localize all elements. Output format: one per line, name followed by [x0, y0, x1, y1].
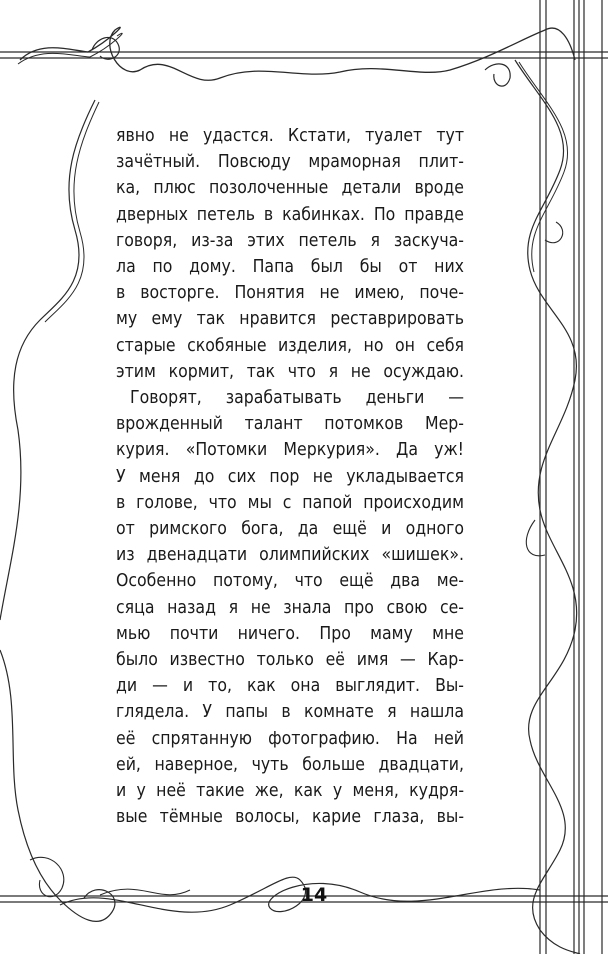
- paragraph-2: [116, 385, 464, 830]
- paragraph-1: [116, 123, 464, 385]
- text-line: сяца назад я не знала про свою се-: [116, 597, 464, 618]
- text-line: ка, плюс позолоченные детали вроде: [116, 178, 464, 199]
- page-number: [0, 884, 608, 906]
- text-line: и у неё такие же, как у меня, кудря-: [116, 781, 464, 802]
- text-line: У меня до сих пор не укладывается: [116, 466, 464, 487]
- text-line: ди — и то, как она выглядит. Вы-: [116, 676, 464, 697]
- text-line: ей, наверное, чуть больше двадцати,: [116, 754, 464, 775]
- text-line: в восторге. Понятия не имею, поче-: [116, 283, 464, 304]
- text-line: в голове, что мы с папой происходим: [116, 492, 464, 513]
- text-line: вые тёмные волосы, карие глаза, вы-: [116, 807, 464, 828]
- text-line: дверных петель в кабинках. По правде: [116, 204, 464, 225]
- text-line: явно не удастся. Кстати, туалет тут: [116, 126, 464, 146]
- text-line: было известно только её имя — Кар-: [116, 650, 464, 671]
- text-line: курия. «Потомки Меркурия». Да уж!: [116, 440, 464, 461]
- text-line: зачётный. Повсюду мраморная плит-: [116, 152, 464, 173]
- text-line: Говорят, зарабатывать деньги —: [130, 388, 464, 408]
- text-line: говоря, из-за этих петель я заскуча-: [116, 230, 464, 251]
- text-line: её спрятанную фотографию. На ней: [116, 728, 464, 749]
- text-line: Особенно потому, что ещё два ме-: [116, 571, 464, 592]
- text-line: врожденный талант потомков Мер-: [116, 414, 464, 435]
- text-line: старые скобяные изделия, но он себя: [116, 335, 464, 356]
- text-line: мью почти ничего. Про маму мне: [116, 623, 464, 644]
- text-line: от римского бога, да ещё и одного: [116, 519, 464, 540]
- text-line: этим кормит, так что я не осуждаю.: [116, 361, 464, 382]
- text-line: из двенадцати олимпийских «шишек».: [116, 545, 464, 566]
- text-line: ла по дому. Папа был бы от них: [116, 257, 464, 278]
- page-number-text: 14: [300, 884, 328, 906]
- text-line: глядела. У папы в комнате я нашла: [116, 702, 464, 723]
- text-line: му ему так нравится реставрировать: [116, 309, 464, 330]
